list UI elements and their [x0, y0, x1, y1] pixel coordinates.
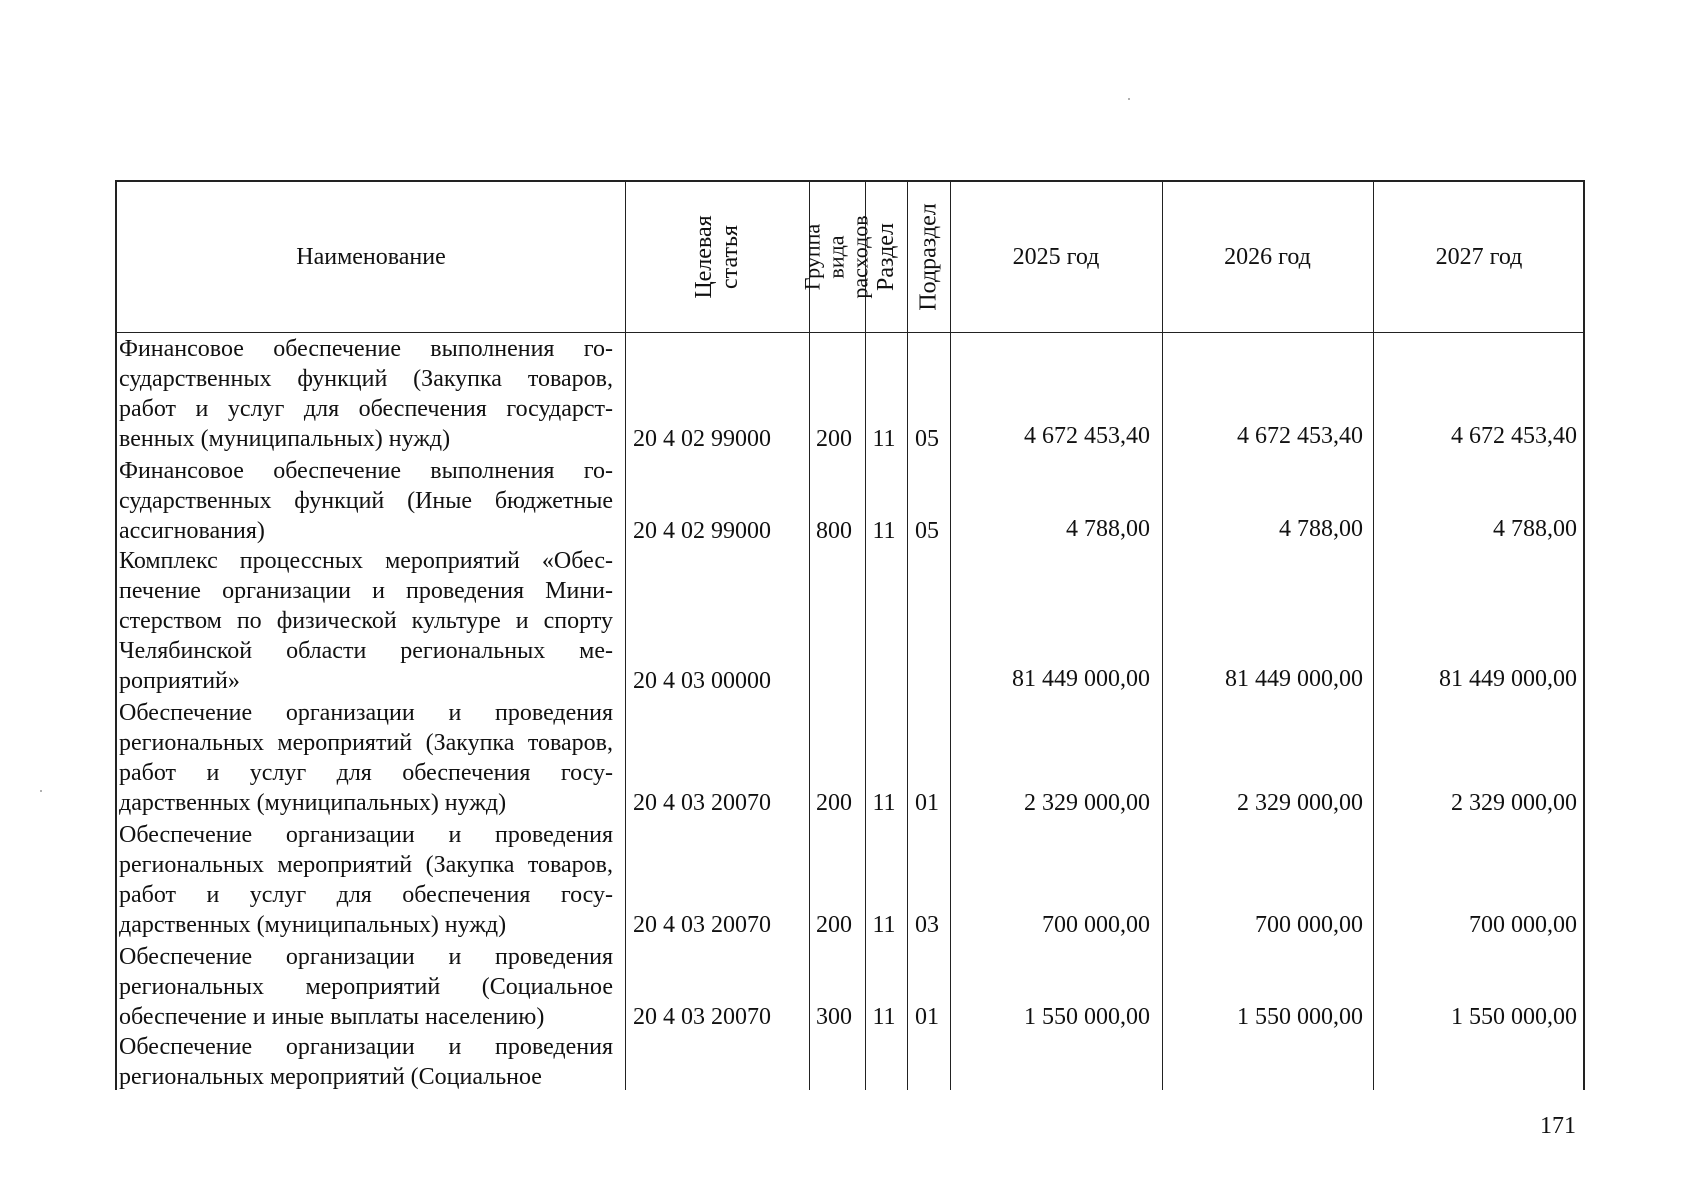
row-2025: 4 672 453,40	[1024, 423, 1150, 449]
header-year-2025: 2025 год	[1012, 243, 1100, 270]
header-divider	[117, 332, 1583, 333]
row-name: Обеспечение организации и проведения региональных мероприятий (Закупка товаров, работ и услуг для обеспечения государственных (муниципальных) нужд)	[119, 822, 613, 938]
row-group: 300	[816, 1004, 852, 1030]
row-2025: 2 329 000,00	[1024, 790, 1150, 816]
header-section: Раздел	[873, 223, 900, 291]
row-name: Обеспечение организации и проведения региональных мероприятий (Социальное	[119, 1034, 613, 1090]
row-name: Обеспечение организации и проведения региональных мероприятий (Закупка товаров, работ и услуг для обеспечения государственных (муниципальных) нужд)	[119, 700, 613, 816]
row-group: 200	[816, 426, 852, 452]
row-section: 11	[872, 426, 896, 452]
row-section: 11	[872, 518, 896, 544]
row-code: 20 4 03 20070	[633, 790, 771, 816]
row-2025: 81 449 000,00	[1012, 666, 1150, 692]
row-section: 11	[872, 1004, 896, 1030]
row-group: 200	[816, 912, 852, 938]
header-target-article: Целевая статья	[691, 215, 743, 299]
row-section: 11	[872, 790, 896, 816]
row-code: 20 4 02 99000	[633, 426, 771, 452]
row-name: Комплекс процессных мероприятий «Обеспечение организации и проведения Министерством по физической культуре и спорту Челябинской области региональных мероприятий»	[119, 548, 613, 694]
header-subsection: Подраздел	[915, 203, 942, 311]
row-2027: 4 788,00	[1493, 516, 1577, 542]
budget-table	[115, 180, 1585, 1090]
row-2027: 1 550 000,00	[1451, 1004, 1577, 1030]
header-expense-group: Группа вида расходов	[800, 215, 873, 299]
row-group: 200	[816, 790, 852, 816]
header-year-2027: 2027 год	[1435, 243, 1523, 270]
row-name: Обеспечение организации и проведения региональных мероприятий (Социальное обеспечение и иные выплаты населению)	[119, 944, 613, 1030]
row-subsection: 01	[915, 1004, 939, 1030]
header-year-2026: 2026 год	[1224, 243, 1311, 270]
row-code: 20 4 03 20070	[633, 1004, 771, 1030]
row-2027: 81 449 000,00	[1439, 666, 1577, 692]
row-subsection: 05	[915, 426, 939, 452]
row-subsection: 03	[915, 912, 939, 938]
row-2026: 81 449 000,00	[1225, 666, 1363, 692]
scan-speck	[1128, 98, 1130, 100]
row-2025: 4 788,00	[1066, 516, 1150, 542]
row-group: 800	[816, 518, 852, 544]
row-2026: 1 550 000,00	[1237, 1004, 1363, 1030]
page-number: 171	[1540, 1113, 1576, 1139]
header-name: Наименование	[296, 243, 446, 270]
row-subsection: 01	[915, 790, 939, 816]
row-name: Финансовое обеспечение выполнения государственных функций (Закупка товаров, работ и услуг для обеспечения государственных (муниципальных) нужд)	[119, 336, 613, 452]
row-2026: 4 788,00	[1279, 516, 1363, 542]
row-2027: 4 672 453,40	[1451, 423, 1577, 449]
row-2026: 4 672 453,40	[1237, 423, 1363, 449]
scan-speck	[40, 790, 42, 792]
row-2025: 1 550 000,00	[1024, 1004, 1150, 1030]
row-code: 20 4 03 20070	[633, 912, 771, 938]
row-section: 11	[872, 912, 896, 938]
row-2027: 2 329 000,00	[1451, 790, 1577, 816]
row-name: Финансовое обеспечение выполнения государственных функций (Иные бюджетные ассигнования)	[119, 458, 613, 544]
row-2025: 700 000,00	[1042, 912, 1150, 938]
row-code: 20 4 02 99000	[633, 518, 771, 544]
row-2027: 700 000,00	[1469, 912, 1577, 938]
row-code: 20 4 03 00000	[633, 668, 771, 694]
row-2026: 2 329 000,00	[1237, 790, 1363, 816]
row-2026: 700 000,00	[1255, 912, 1363, 938]
row-subsection: 05	[915, 518, 939, 544]
